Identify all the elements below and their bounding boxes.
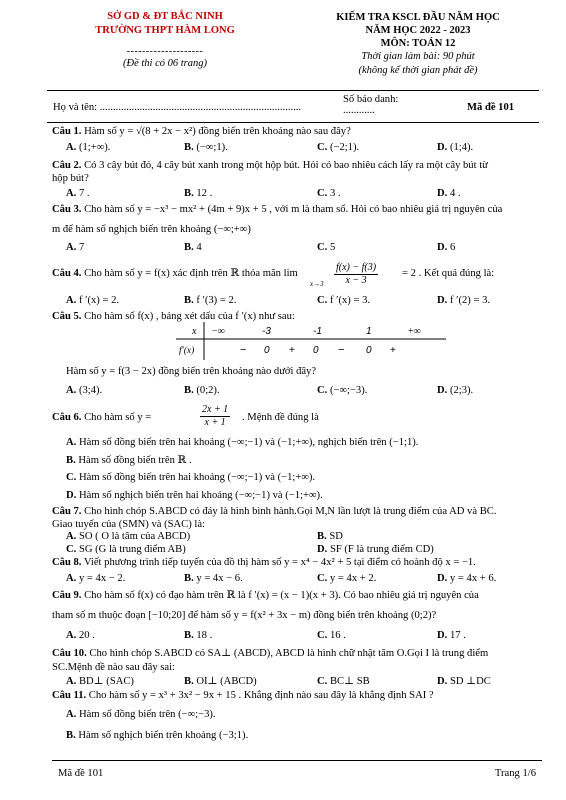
question-11: Câu 11. Cho hàm số y = x³ + 3x² − 9x + 15 . Khẳng định nào sau đây là khẳng định SAI ? bbox=[52, 690, 434, 701]
option-d[interactable]: D. y = 4x + 6. bbox=[437, 573, 497, 584]
option-d[interactable]: D. Hàm số nghịch biến trên hai khoảng (−∞;−1) và (−1;+∞). bbox=[66, 490, 323, 501]
time-note: (không kể thời gian phát đề) bbox=[358, 64, 478, 76]
option-c[interactable]: C. 5 bbox=[317, 242, 336, 253]
footer-exam-code: Mã đề 101 bbox=[58, 768, 104, 779]
page-number: Trang 1/6 bbox=[494, 768, 536, 779]
fraction-numerator: f(x) − f(3) bbox=[334, 262, 378, 275]
question-10-line-2: SC.Mệnh đề nào sau đây sai: bbox=[52, 662, 175, 673]
question-4 bbox=[52, 262, 542, 290]
option-d[interactable]: D. (2;3). bbox=[437, 385, 474, 396]
question-9-line-1: Câu 9. Cho hàm số f(x) có đạo hàm trên ℝ là f ′(x) = (x − 1)(x + 3). Có bao nhiêu giá trị nguyên của bbox=[52, 590, 479, 601]
option-a[interactable]: A. 7 bbox=[66, 242, 85, 253]
question-7-line-1: Câu 7. Cho hình chóp S.ABCD có đáy là hình bình hành.Gọi M,N lần lượt là trung điểm của AD và BC. bbox=[52, 506, 497, 517]
question-8: Câu 8. Viết phương trình tiếp tuyến của đồ thị hàm số y = x⁴ − 4x² + 5 tại điểm có hoành độ x = −1. bbox=[52, 557, 476, 568]
option-b[interactable]: B. 12 . bbox=[184, 188, 213, 199]
sign-2: + bbox=[289, 345, 295, 356]
option-b[interactable]: B. 18 . bbox=[184, 630, 213, 641]
option-a[interactable]: A. 20 . bbox=[66, 630, 95, 641]
option-a[interactable]: A. y = 4x − 2. bbox=[66, 573, 126, 584]
question-4-text: Câu 4. Cho hàm số y = f(x) xác định trên ℝ thỏa mãn lim bbox=[52, 268, 298, 279]
fraction bbox=[200, 404, 230, 429]
question-1-options bbox=[52, 142, 542, 155]
sign-table-x-label: x bbox=[192, 326, 197, 337]
question-2-options bbox=[52, 188, 542, 201]
question-9-line-2: tham số m thuộc đoạn [−10;20] để hàm số y = f(x² + 3x − m) đồng biến trên khoảng (0;2)? bbox=[52, 610, 437, 621]
option-c[interactable]: C. Hàm số đồng biến trên hai khoảng (−∞;−1) và (−1;+∞). bbox=[66, 472, 316, 483]
zero-2: 0 bbox=[313, 345, 319, 356]
option-c[interactable]: C. y = 4x + 2. bbox=[317, 573, 377, 584]
question-10-options bbox=[52, 676, 542, 689]
time-limit: Thời gian làm bài: 90 phút bbox=[361, 51, 475, 63]
fraction-denominator: x + 1 bbox=[204, 417, 226, 429]
sign-table-x-1: -3 bbox=[262, 326, 271, 337]
question-4-tail: = 2 . Kết quả đúng là: bbox=[402, 268, 495, 279]
sign-table-neg-inf: −∞ bbox=[212, 326, 225, 337]
option-a[interactable]: A. Hàm số đồng biến trên (−∞;−3). bbox=[66, 709, 216, 720]
zero-3: 0 bbox=[366, 345, 372, 356]
header-right bbox=[300, 11, 536, 77]
option-c[interactable]: C. 3 . bbox=[317, 188, 341, 199]
sign-table-x-2: -1 bbox=[313, 326, 322, 337]
question-1: Câu 1. Hàm số y = √(8 + 2x − x²) đồng biến trên khoảng nào sau đây? bbox=[52, 126, 351, 137]
question-2-line-1: Câu 2. Có 3 cây bút đỏ, 4 cây bút xanh trong một hộp bút. Hỏi có bao nhiêu cách lấy ra một cây bút từ bbox=[52, 160, 488, 171]
option-b[interactable]: B. y = 4x − 6. bbox=[184, 573, 243, 584]
subject: MÔN: TOÁN 12 bbox=[380, 38, 456, 50]
option-b[interactable]: B. OI⊥ (ABCD) bbox=[184, 676, 257, 687]
option-d[interactable]: D. SF (F là trung điểm CD) bbox=[317, 544, 434, 555]
sign-table bbox=[176, 322, 446, 360]
option-b[interactable]: B. Hàm số đồng biến trên ℝ . bbox=[66, 455, 192, 466]
option-d[interactable]: D. SD ⊥DC bbox=[437, 676, 491, 687]
school-name: TRƯỜNG THPT HÀM LONG bbox=[95, 24, 235, 36]
question-5-line-2: Hàm số y = f(3 − 2x) đồng biến trên khoảng nào dưới đây? bbox=[66, 366, 317, 377]
question-5-options bbox=[52, 385, 542, 398]
option-b[interactable]: B. SD bbox=[317, 531, 343, 542]
question-10-line-1: Câu 10. Cho hình chóp S.ABCD có SA⊥ (ABCD), ABCD là hình chữ nhật tâm O.Gọi I là trung điểm bbox=[52, 648, 489, 659]
sign-4: + bbox=[390, 345, 396, 356]
id-field[interactable]: ............ bbox=[343, 105, 375, 116]
header-left bbox=[60, 11, 270, 71]
option-c[interactable]: C. BC⊥ SB bbox=[317, 676, 370, 687]
page-footer bbox=[52, 760, 542, 779]
exam-code: Mã đề 101 bbox=[467, 102, 515, 113]
question-8-options bbox=[52, 573, 542, 586]
option-c[interactable]: C. (−∞;−3). bbox=[317, 385, 368, 396]
option-a[interactable]: A. 7 . bbox=[66, 188, 90, 199]
option-c[interactable]: C. 16 . bbox=[317, 630, 346, 641]
option-b[interactable]: B. 4 bbox=[184, 242, 202, 253]
option-c[interactable]: C. f ′(x) = 3. bbox=[317, 295, 371, 306]
question-4-options bbox=[52, 295, 542, 308]
candidate-box bbox=[47, 90, 539, 123]
sign-table-x-3: 1 bbox=[366, 326, 372, 337]
fraction-numerator: 2x + 1 bbox=[200, 404, 230, 417]
question-6 bbox=[52, 404, 542, 432]
question-2-line-2: hộp bút? bbox=[52, 173, 89, 184]
exam-title: KIỂM TRA KSCL ĐẦU NĂM HỌC bbox=[336, 12, 500, 23]
sign-3: − bbox=[338, 344, 345, 356]
fraction-denominator: x − 3 bbox=[345, 275, 367, 287]
option-c[interactable]: C. (−2;1). bbox=[317, 142, 360, 153]
option-a[interactable]: A. SO ( O là tâm của ABCD) bbox=[66, 531, 191, 542]
option-b[interactable]: B. f ′(3) = 2. bbox=[184, 295, 237, 306]
limit-subscript: x→3 bbox=[310, 280, 324, 288]
question-5: Câu 5. Cho hàm số f(x) , bảng xét dấu của f ′(x) như sau: bbox=[52, 311, 295, 322]
school-year: NĂM HỌC 2022 - 2023 bbox=[365, 25, 471, 37]
question-7-options-1 bbox=[52, 531, 542, 544]
limit-fraction bbox=[334, 262, 378, 287]
question-7-line-2: Giao tuyến của (SMN) và (SAC) là: bbox=[52, 519, 205, 530]
sign-table-fp-label: f′(x) bbox=[179, 346, 195, 356]
option-b[interactable]: B. (0;2). bbox=[184, 385, 220, 396]
question-9-options bbox=[52, 630, 542, 643]
divider-dashes: -------------------- bbox=[126, 45, 204, 57]
question-6-tail: . Mệnh đề đúng là bbox=[242, 412, 319, 423]
option-a[interactable]: A. (1;+∞). bbox=[66, 142, 111, 153]
id-label: Số báo danh: bbox=[343, 94, 399, 105]
question-6-text: Câu 6. Cho hàm số y = bbox=[52, 412, 152, 423]
question-3-options bbox=[52, 242, 542, 255]
option-b[interactable]: B. Hàm số nghịch biến trên khoảng (−3;1). bbox=[66, 730, 249, 741]
option-d[interactable]: D. 4 . bbox=[437, 188, 461, 199]
sign-table-pos-inf: +∞ bbox=[408, 326, 421, 337]
zero-1: 0 bbox=[264, 345, 270, 356]
option-b[interactable]: B. (−∞;1). bbox=[184, 142, 228, 153]
option-a[interactable]: A. BD⊥ (SAC) bbox=[66, 676, 134, 687]
option-a[interactable]: A. Hàm số đồng biến trên hai khoảng (−∞;−1) và (−1;+∞), nghịch biến trên (−1;1). bbox=[66, 437, 419, 448]
question-7-options-2 bbox=[52, 544, 542, 557]
name-field[interactable]: Họ và tên: ............................................................................ bbox=[53, 102, 302, 113]
sign-1: − bbox=[240, 344, 247, 356]
option-c[interactable]: C. SG (G là trung điểm AB) bbox=[66, 544, 186, 555]
department-name: SỞ GD & ĐT BẮC NINH bbox=[107, 11, 223, 22]
option-a[interactable]: A. (3;4). bbox=[66, 385, 103, 396]
option-d[interactable]: D. f ′(2) = 3. bbox=[437, 295, 491, 306]
question-3-line-2: m để hàm số nghịch biến trên khoảng (−∞;+∞) bbox=[52, 224, 251, 235]
option-a[interactable]: A. f ′(x) = 2. bbox=[66, 295, 120, 306]
option-d[interactable]: D. 17 . bbox=[437, 630, 466, 641]
option-d[interactable]: D. 6 bbox=[437, 242, 456, 253]
question-3-line-1: Câu 3. Cho hàm số y = −x³ − mx² + (4m + 9)x + 5 , với m là tham số. Hỏi có bao nhiêu giá trị nguyên của bbox=[52, 204, 503, 215]
option-d[interactable]: D. (1;4). bbox=[437, 142, 474, 153]
pages-note: (Đề thi có 06 trang) bbox=[123, 57, 207, 69]
